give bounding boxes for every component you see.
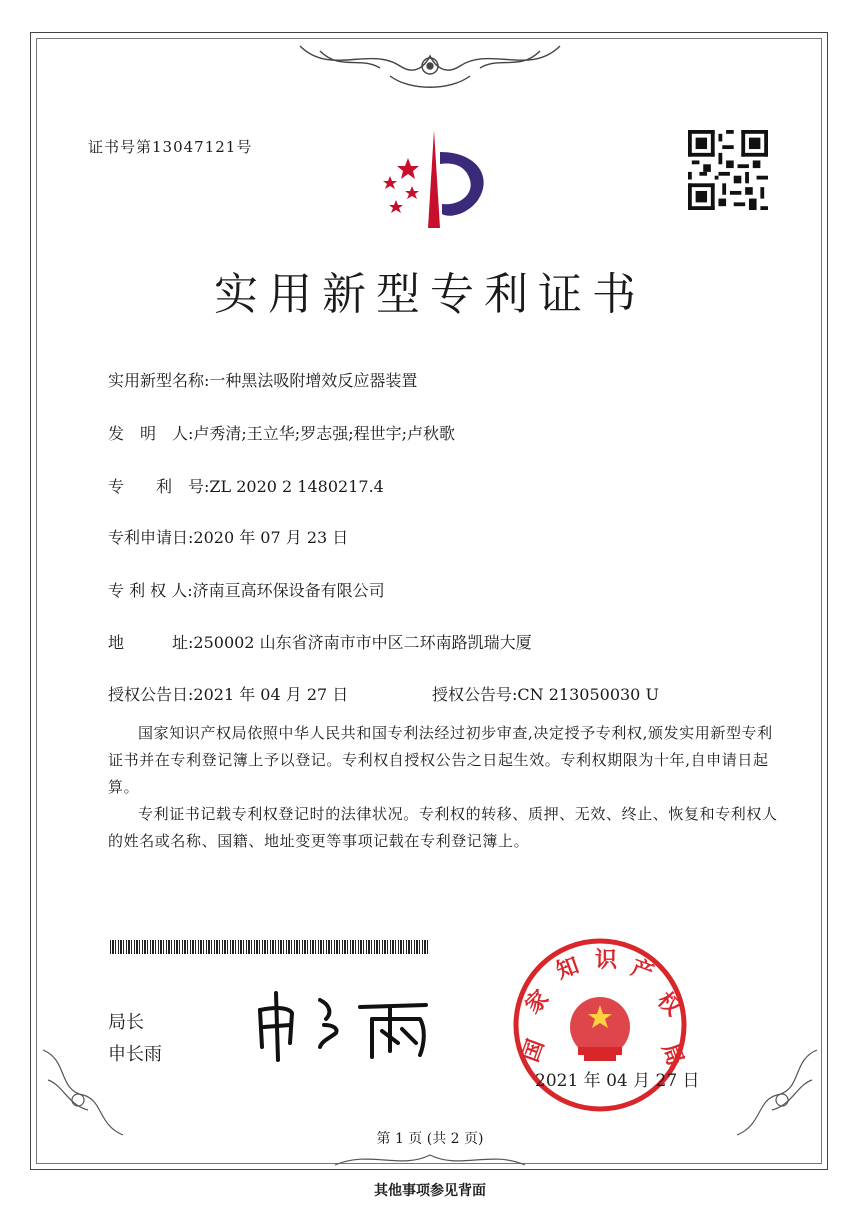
bottom-center-ornament-icon: [330, 1145, 530, 1171]
paragraph-legal-status: 专利证书记载专利权登记时的法律状况。专利权的转移、质押、无效、终止、恢复和专利权人的姓名或名称、国籍、地址变更等事项记载在专利登记簿上。: [108, 805, 778, 850]
back-note: 其他事项参见背面: [374, 1183, 486, 1199]
bottom-right-ornament-icon: [732, 1040, 822, 1140]
field-label: 发 明 人:: [108, 424, 194, 443]
field-label: 实用新型名称:: [108, 371, 210, 390]
top-ornament-icon: [290, 36, 570, 96]
field-patent-number: [108, 474, 384, 497]
field-label: 专 利 号:: [108, 477, 210, 496]
field-label: 专 利 权 人:: [108, 581, 193, 600]
field-value: 2021 年 04 月 27 日: [193, 685, 349, 704]
seal-date: 2021 年 04 月 27 日: [535, 1071, 700, 1091]
field-label: 授权公告日:: [108, 685, 194, 704]
paragraph-grant-statement: 国家知识产权局依照中华人民共和国专利法经过初步审查,决定授予专利权,颁发实用新型专利证书并在专利登记簿上予以登记。专利权自授权公告之日起生效。专利权期限为十年,自申请日起算。: [108, 724, 773, 796]
svg-text:国: 国: [517, 1035, 550, 1066]
certificate-number: 证书号第13047121号: [88, 138, 253, 156]
barcode: [110, 940, 430, 954]
qr-code-icon: [688, 130, 768, 210]
field-value: 卢秀清;王立华;罗志强;程世宇;卢秋歌: [193, 424, 455, 443]
field-value: 2020 年 07 月 23 日: [193, 528, 349, 547]
field-value: ZL 2020 2 1480217.4: [209, 477, 384, 496]
field-inventors: [108, 421, 455, 444]
field-grant-date: [108, 682, 348, 705]
field-label: 专利申请日:: [108, 528, 194, 547]
page-number: 第 1 页 (共 2 页): [376, 1131, 484, 1147]
field-grant-number: [432, 682, 659, 705]
director-title: 局长: [108, 1012, 144, 1033]
svg-text:权: 权: [651, 987, 686, 1022]
field-label: 地 址:: [108, 633, 194, 652]
field-value: 250002 山东省济南市市中区二环南路凯瑞大厦: [193, 633, 532, 652]
svg-text:家: 家: [520, 985, 555, 1020]
svg-text:产: 产: [627, 954, 658, 987]
field-label: 授权公告号:: [432, 685, 518, 704]
page-title: 实用新型专利证书: [214, 269, 646, 320]
svg-text:局: 局: [656, 1039, 689, 1070]
field-application-date: [108, 525, 348, 548]
director-signature-icon: [240, 985, 440, 1065]
field-utility-model-name: [108, 368, 417, 391]
field-address: [108, 630, 532, 653]
field-value: 济南亘高环保设备有限公司: [192, 581, 385, 600]
director-name: 申长雨: [108, 1044, 162, 1065]
svg-text:知: 知: [552, 952, 583, 985]
svg-text:识: 识: [594, 947, 618, 973]
field-patentee: [108, 578, 385, 601]
patent-office-logo-icon: [368, 128, 496, 230]
field-value: CN 213050030 U: [517, 685, 659, 704]
field-value: 一种黑法吸附增效反应器装置: [209, 371, 418, 390]
certificate-body: [108, 720, 788, 855]
